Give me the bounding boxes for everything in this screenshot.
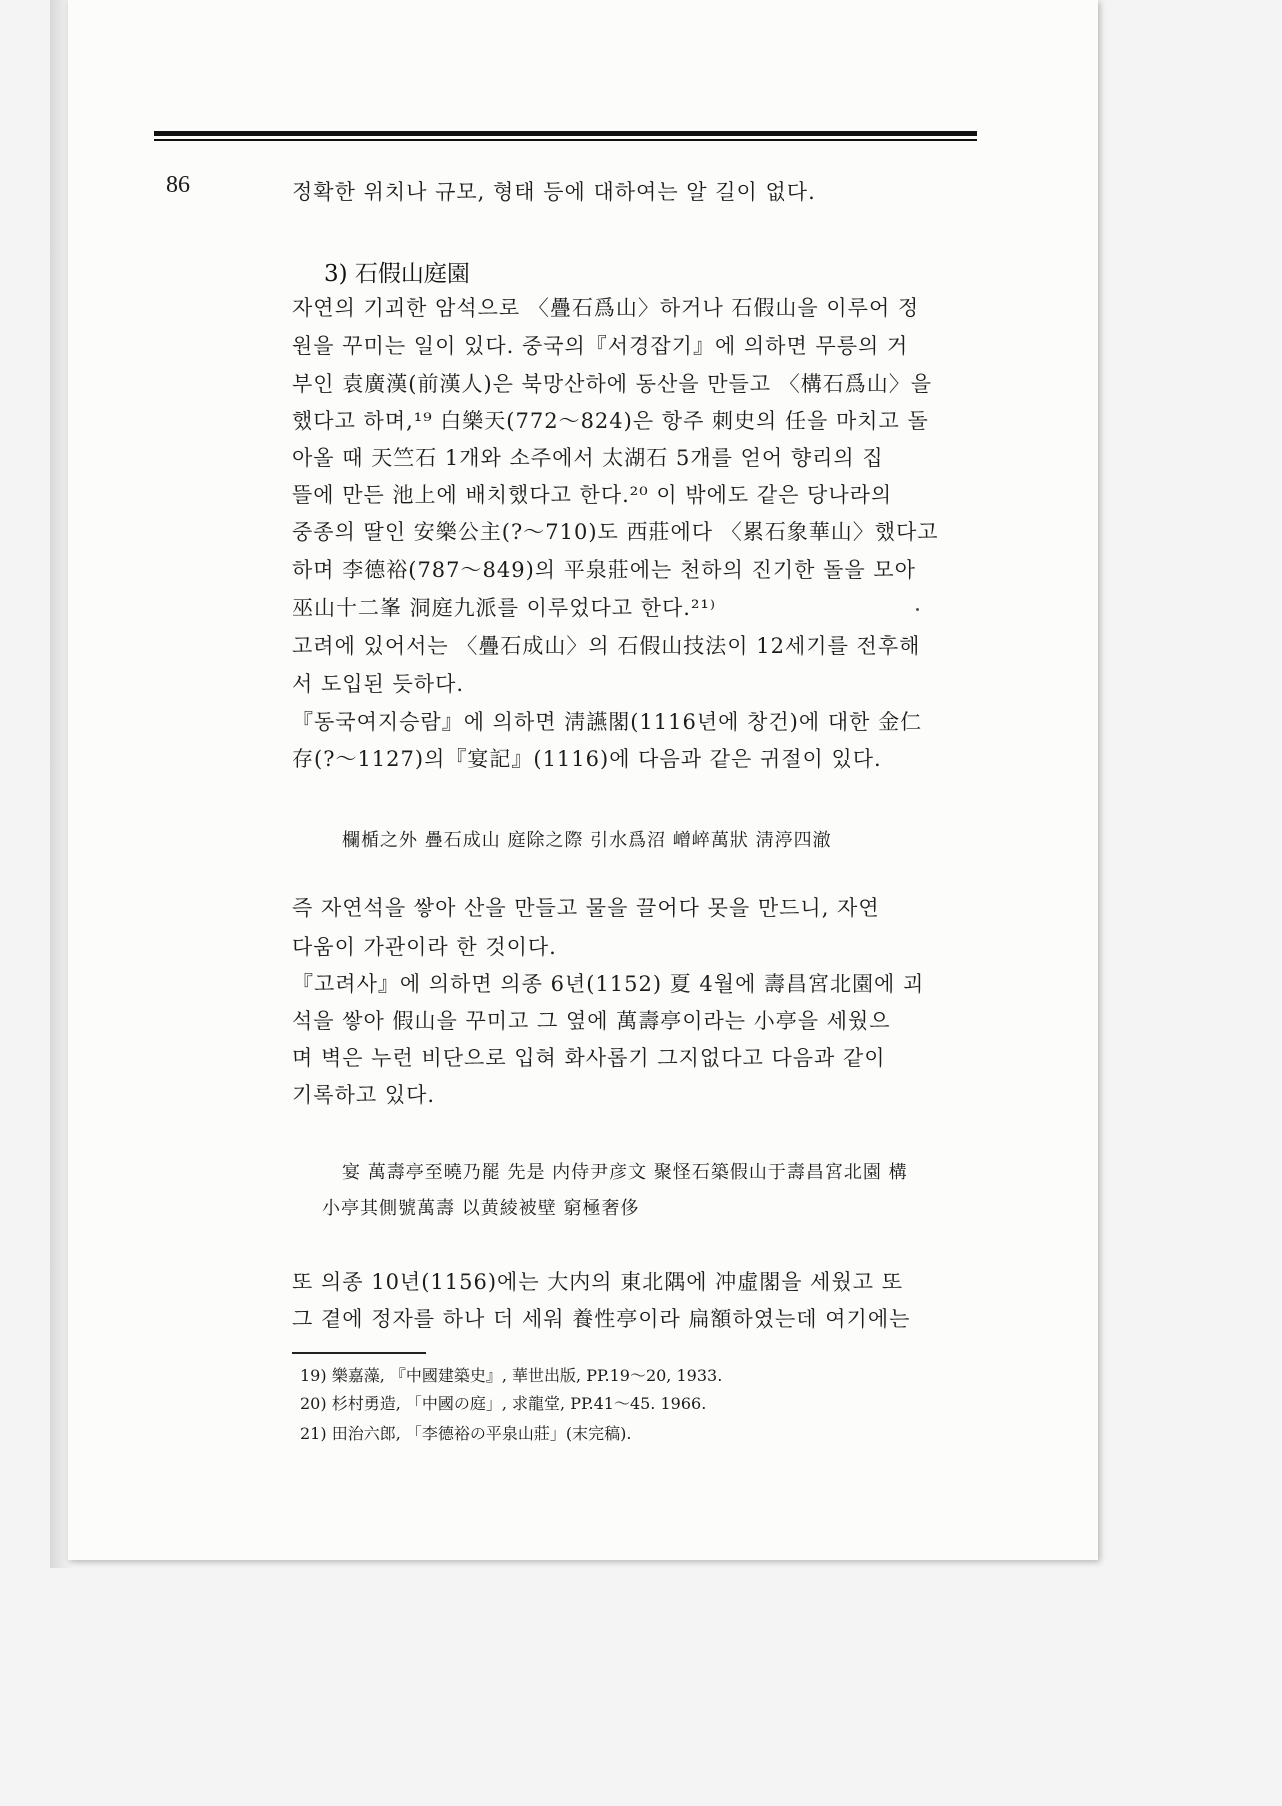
- text-line: 그 곁에 정자를 하나 더 세워 養性亭이라 扁額하였는데 여기에는: [292, 1307, 911, 1331]
- footnote: 20) 杉村勇造, 「中國の庭」, 求龍堂, PP.41～45. 1966.: [300, 1394, 707, 1413]
- text-line: 『동국여지승람』에 의하면 淸讌閣(1116년에 창건)에 대한 金仁: [292, 710, 923, 734]
- text-line: 하며 李德裕(787～849)의 平泉莊에는 천하의 진기한 돌을 모아: [292, 558, 916, 582]
- text-line: 자연의 기괴한 암석으로 〈疊石爲山〉하거나 石假山을 이루어 정: [292, 296, 920, 320]
- text-line: 정확한 위치나 규모, 형태 등에 대하여는 알 길이 없다.: [292, 180, 816, 204]
- page-number: 86: [166, 172, 190, 198]
- text-line: 부인 袁廣漢(前漢人)은 북망산하에 동산을 만들고 〈構石爲山〉을: [292, 372, 933, 396]
- text-line: 또 의종 10년(1156)에는 大内의 東北隅에 冲虛閣을 세웠고 또: [292, 1270, 903, 1294]
- text-line: 다움이 가관이라 한 것이다.: [292, 935, 557, 959]
- text-line: 巫山十二峯 洞庭九派를 이루었다고 한다.²¹⁾: [292, 596, 716, 620]
- header-rule-thick: [154, 131, 977, 136]
- text-line: 기록하고 있다.: [292, 1083, 436, 1107]
- text-line: 서 도입된 듯하다.: [292, 672, 465, 696]
- text-line: 원을 꾸미는 일이 있다. 중국의『서경잡기』에 의하면 무릉의 거: [292, 334, 909, 358]
- header-rule-thin: [154, 139, 977, 141]
- footnote-rule: [292, 1352, 426, 1354]
- footnote: 21) 田治六郎, 「李德裕の平泉山莊」(末完稿).: [300, 1424, 632, 1443]
- classical-quote: 小亭其側號萬壽 以黄綾被壁 窮極奢侈: [322, 1198, 640, 1219]
- section-heading: 3) 石假山庭園: [324, 261, 470, 287]
- text-line: 석을 쌓아 假山을 꾸미고 그 옆에 萬壽亭이라는 小亭을 세웠으: [292, 1009, 891, 1033]
- text-line: 중종의 딸인 安樂公主(?～710)도 西莊에다 〈累石象華山〉했다고: [292, 520, 939, 544]
- text-line: 뜰에 만든 池上에 배치했다고 한다.²⁰ 이 밖에도 같은 당나라의: [292, 483, 893, 507]
- text-line: 즉 자연석을 쌓아 산을 만들고 물을 끌어다 못을 만드니, 자연: [292, 896, 880, 920]
- text-line: 고려에 있어서는 〈疊石成山〉의 石假山技法이 12세기를 전후해: [292, 634, 921, 658]
- classical-quote: 宴 萬壽亭至曉乃罷 先是 内侍尹彦文 聚怪石築假山于壽昌宮北園 構: [342, 1162, 908, 1183]
- text-line: 아올 때 天竺石 1개와 소주에서 太湖石 5개를 얻어 향리의 집: [292, 446, 884, 470]
- text-line: 存(?～1127)의『宴記』(1116)에 다음과 같은 귀절이 있다.: [292, 747, 882, 771]
- scan-speck: [916, 608, 919, 611]
- paper-sheet: [68, 0, 1098, 1560]
- classical-quote: 欄楯之外 疊石成山 庭除之際 引水爲沼 嶒崪萬狀 淸渟四澈: [342, 830, 832, 851]
- text-line: 며 벽은 누런 비단으로 입혀 화사롭기 그지없다고 다음과 같이: [292, 1046, 886, 1070]
- footnote: 19) 樂嘉藻, 『中國建築史』, 華世出版, PP.19～20, 1933.: [300, 1366, 723, 1385]
- text-line: 했다고 하며,¹⁹ 白樂天(772～824)은 항주 刺史의 任을 마치고 돌: [292, 409, 929, 433]
- text-line: 『고려사』에 의하면 의종 6년(1152) 夏 4월에 壽昌宮北園에 괴: [292, 972, 925, 996]
